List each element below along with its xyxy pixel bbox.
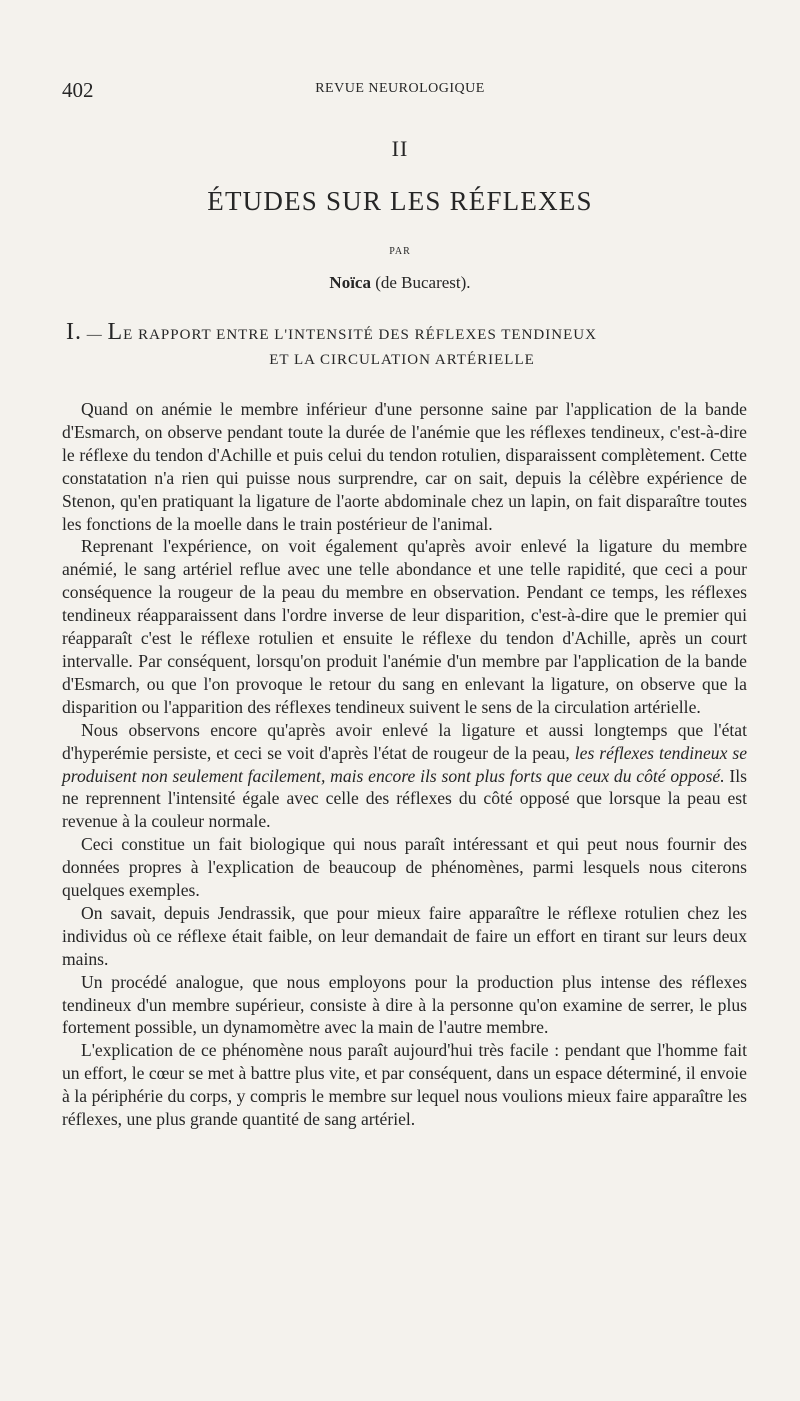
chapter-initial: L <box>107 319 124 345</box>
paragraph-3-start: Nous observons encore qu'après avoir enlevé la ligature et aussi longtemps que l'état d'hyperémie persiste, et ceci se voit d'après l'état de rougeur de la peau, <box>62 719 747 763</box>
chapter-title-line2: ET LA CIRCULATION ARTÉRIELLE <box>269 352 535 368</box>
journal-title: REVUE NEUROLOGIQUE <box>315 81 485 96</box>
paragraph-1: Quand on anémie le membre inférieur d'une personne saine par l'application de la bande d'Esmarch, on observe pendant toute la durée de l'anémie que les réflexes tendineux, c'est-à-dire le réflexe du tendon d'Achille et puis celui du tendon rotulien, disparaissent complètement. Cette constatation n'a rien qui puisse nous surprendre, car on sait, depuis la célèbre expérience de Stenon, qu'en pratiquant la ligature de l'aorte abdominale chez un lapin, on fait disparaître toutes les fonctions de la moelle dans le train postérieur de l'animal. <box>62 399 747 534</box>
author-affiliation: (de Bucarest). <box>375 273 471 292</box>
paragraph-4: Ceci constitue un fait biologique qui nous paraît intéressant et qui peut nous fournir des données propres à l'explication de beaucoup de phénomènes, parmi lesquels nous citerons quelques exemples. <box>62 834 747 901</box>
paragraph-7: L'explication de ce phénomène nous paraît aujourd'hui très facile : pendant que l'homme fait un effort, le cœur se met à battre plus vite, et par conséquent, dans un espace déterminé, il envoie à la périphérie du corps, y compris le membre sur lequel nous voulions mieux faire apparaître les réflexes, une plus grande quantité de sang artériel. <box>62 1040 747 1130</box>
article-title: ÉTUDES SUR LES RÉFLEXES <box>207 186 593 216</box>
author-name: Noïca <box>329 273 371 292</box>
body-text <box>62 398 747 1131</box>
page-number: 402 <box>62 78 94 102</box>
paragraph-5: On savait, depuis Jendrassik, que pour mieux faire apparaître le réflexe rotulien chez les individus où ce réflexe était faible, on leur demandait de faire un effort en tirant sur leurs deux mains. <box>62 902 747 969</box>
chapter-dash: — <box>86 327 103 343</box>
chapter-number: I. <box>66 319 82 345</box>
paragraph-3-italic: les réflexes tendineux se produisent non seulement facilement, mais encore ils sont plus forts que ceux du côté opposé. <box>62 742 748 786</box>
chapter-heading <box>66 320 738 373</box>
author-line <box>0 273 800 293</box>
running-head <box>62 78 738 102</box>
paragraph-6: Un procédé analogue, que nous employons pour la production plus intense des réflexes tendineux d'un membre supérieur, consiste à dire à la personne qu'on examine de serrer, le plus fortement possible, un dynamomètre avec la main de l'autre membre. <box>62 971 747 1038</box>
paragraph-3-end: Ils ne reprennent l'intensité égale avec celle des réflexes du côté opposé que lorsque la peau est revenue à la couleur normale. <box>62 765 747 832</box>
paragraph-2: Reprenant l'expérience, on voit également qu'après avoir enlevé la ligature du membre anémié, le sang artériel reflue avec une telle abondance et une telle rapidité, que ceci a pour conséquence la rougeur de la peau du membre en observation. Pendant ce temps, les réflexes tendineux réapparaissent dans l'ordre inverse de leur disparition, c'est-à-dire que le premier qui réapparaît c'est le réflexe rotulien et ensuite le réflexe du tendon d'Achille, après un court intervalle. Par conséquent, lorsqu'on produit l'anémie d'un membre par l'application de la bande d'Esmarch, ou que l'on provoque le retour du sang en enlevant la ligature, on observe que la disparition ou l'apparition des réflexes tendineux suivent le sens de la circulation artérielle. <box>62 536 747 717</box>
section-number: II <box>391 136 409 161</box>
paragraph-3 <box>62 719 747 834</box>
chapter-title-line1: E RAPPORT ENTRE L'INTENSITÉ DES RÉFLEXES TENDINEUX <box>123 327 597 343</box>
byline-par: PAR <box>389 246 411 257</box>
